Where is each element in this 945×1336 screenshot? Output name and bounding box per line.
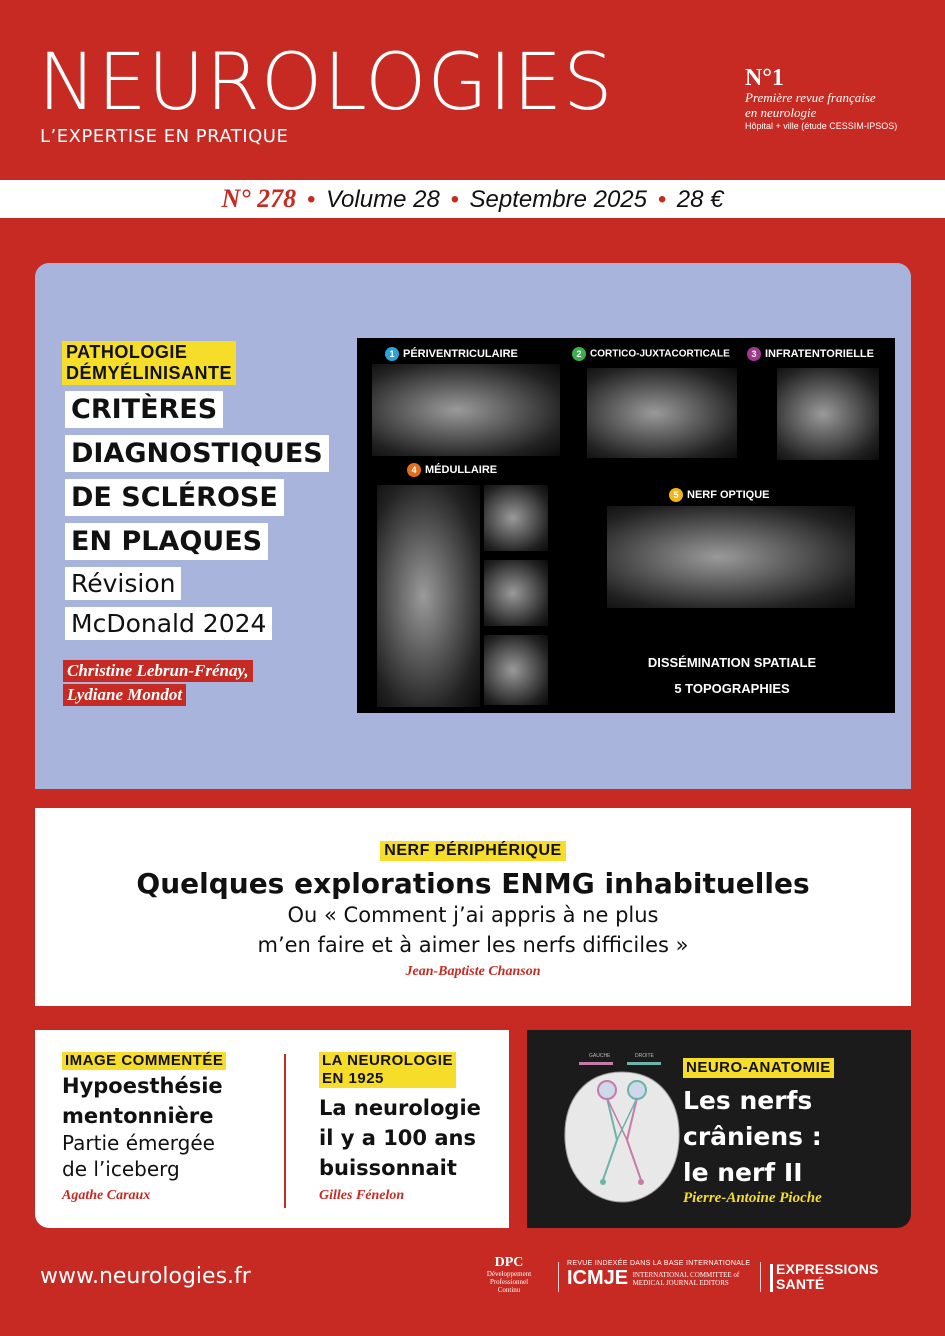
secondary-articles-box [35, 1030, 509, 1228]
article-subtitle-line: de l’iceberg [62, 1157, 180, 1181]
enmg-category-tag: NERF PÉRIPHÉRIQUE [380, 841, 565, 861]
label-text: PÉRIVENTRICULAIRE [403, 347, 518, 360]
label-number-badge: 4 [407, 463, 421, 477]
label-text: CORTICO-JUXTACORTICALE [590, 348, 730, 360]
article-title-line: Les nerfs [683, 1086, 813, 1115]
mri-label [572, 347, 730, 361]
issue-volume: Volume 28 [325, 186, 440, 213]
icmje-full-name: INTERNATIONAL COMMITTEE of MEDICAL JOURNAL EDITORS [632, 1270, 740, 1287]
article-author: Agathe Caraux [62, 1188, 151, 1203]
separator: • [450, 186, 459, 213]
subtitle-line: McDonald 2024 [65, 607, 272, 640]
mri-figure [357, 338, 895, 713]
article-author: Pierre-Antoine Pioche [683, 1190, 822, 1206]
dpc-line: Professionnel [489, 1278, 529, 1286]
caption-line: 5 TOPOGRAPHIES [674, 681, 790, 696]
fig-label-left: GAUCHE [589, 1053, 611, 1059]
column-divider [284, 1054, 286, 1208]
mri-scan-spinal-axial [484, 560, 548, 626]
enmg-article[interactable] [35, 808, 911, 1006]
title-line: DE SCLÉROSE [65, 479, 284, 516]
ranking-badge [745, 66, 897, 133]
tag-line: PATHOLOGIE [66, 342, 188, 362]
footer-divider [558, 1262, 559, 1292]
mri-label [385, 347, 518, 361]
tag-line: LA NEUROLOGIE [322, 1052, 453, 1069]
website-link[interactable]: www.neurologies.fr [40, 1264, 251, 1289]
issue-date: Septembre 2025 [469, 186, 648, 213]
mri-label [407, 463, 497, 477]
enmg-subtitle-line: Ou « Comment j’ai appris à ne plus [287, 903, 659, 927]
fig-label-right: DROITE [635, 1053, 654, 1059]
enmg-author: Jean-Baptiste Chanson [405, 964, 541, 979]
label-number-badge: 3 [747, 347, 761, 361]
article-author: Gilles Fénelon [319, 1188, 405, 1203]
journal-logo[interactable]: NEUROLOGIES [38, 38, 614, 128]
feature-authors [63, 660, 253, 708]
article-title-line: buissonnait [319, 1156, 457, 1180]
mri-scan-optic-nerve [607, 506, 855, 608]
issue-number: N° 278 [221, 184, 297, 213]
publisher-line: SANTÉ [776, 1276, 825, 1292]
article-title-line: Hypoesthésie [62, 1074, 223, 1098]
neuro-anatomie-text [683, 1058, 834, 1207]
label-text: NERF OPTIQUE [687, 488, 770, 501]
article-title-line: crâniens : [683, 1122, 822, 1151]
neuro-anatomie-tag: NEURO-ANATOMIE [683, 1058, 834, 1078]
mri-scan-infratentorial [777, 368, 879, 460]
feature-title[interactable] [65, 391, 329, 647]
label-text: MÉDULLAIRE [425, 463, 498, 476]
masthead [0, 0, 945, 180]
issue-info-bar [0, 180, 945, 218]
dpc-line: Continu [497, 1286, 521, 1294]
publisher-line: EXPRESSIONS [776, 1261, 879, 1277]
mri-scan-spinal-sagittal [377, 485, 480, 707]
title-line: EN PLAQUES [65, 523, 268, 560]
publisher-logo-bar [770, 1264, 773, 1292]
dpc-line: Développement [486, 1270, 532, 1278]
neuro-1925-tag [319, 1052, 456, 1088]
image-commentee-article[interactable] [62, 1052, 226, 1204]
mri-caption [567, 650, 897, 702]
mri-label [747, 347, 874, 361]
article-title-line: mentonnière [62, 1104, 214, 1128]
enmg-title[interactable]: Quelques explorations ENMG inhabituelles [136, 867, 810, 900]
mri-scan-periventricular [372, 364, 560, 456]
article-title-line: il y a 100 ans [319, 1126, 476, 1150]
image-commentee-tag: IMAGE COMMENTÉE [62, 1052, 226, 1070]
icmje-index-text: REVUE INDEXÉE DANS LA BASE INTERNATIONALE [567, 1260, 751, 1267]
tag-line: EN 1925 [322, 1070, 384, 1087]
brain-illustration [555, 1050, 689, 1210]
title-line: DIAGNOSTIQUES [65, 435, 329, 472]
article-subtitle-line: Partie émergée [62, 1131, 215, 1155]
article-title-line: La neurologie [319, 1096, 481, 1120]
feature-category-tag [62, 341, 236, 385]
rank-line-1: Première revue française [745, 90, 876, 105]
caption-line: DISSÉMINATION SPATIALE [647, 655, 817, 670]
author-name: Lydiane Mondot [63, 684, 186, 706]
mri-scan-spinal-axial [484, 485, 548, 551]
title-line: CRITÈRES [65, 391, 223, 428]
journal-tagline: L’EXPERTISE EN PRATIQUE [40, 126, 289, 147]
publisher-logo [776, 1262, 879, 1292]
rank-line-2: en neurologie [745, 105, 817, 120]
neuro-anatomie-article[interactable] [527, 1030, 911, 1228]
icmje-logo [567, 1260, 750, 1290]
author-name: Christine Lebrun-Frénay, [63, 660, 253, 682]
separator: • [306, 186, 316, 213]
mri-label [669, 488, 770, 502]
dpc-title: DPC [494, 1255, 524, 1270]
article-title-line: le nerf II [683, 1158, 803, 1187]
rank-number: N°1 [745, 65, 784, 91]
enmg-subtitle-line: m’en faire et à aimer les nerfs difficiles » [257, 933, 689, 957]
footer-divider [760, 1262, 761, 1292]
neurologie-1925-article[interactable] [319, 1052, 481, 1204]
subtitle-line: Révision [65, 567, 181, 600]
feature-article[interactable] [35, 263, 911, 789]
label-text: INFRATENTORIELLE [765, 347, 874, 360]
dpc-logo [470, 1256, 548, 1294]
label-number-badge: 2 [572, 347, 586, 361]
tag-line: DÉMYÉLINISANTE [66, 363, 233, 383]
label-number-badge: 5 [669, 488, 683, 502]
rank-line-3: Hôpital + ville (étude CESSIM-IPSOS) [745, 121, 898, 131]
label-number-badge: 1 [385, 347, 399, 361]
separator: • [657, 186, 667, 213]
mri-scan-spinal-axial [484, 635, 548, 705]
issue-price: 28 € [676, 186, 724, 213]
icmje-acronym: ICMJE [567, 1267, 629, 1289]
mri-scan-cortical [587, 368, 737, 458]
